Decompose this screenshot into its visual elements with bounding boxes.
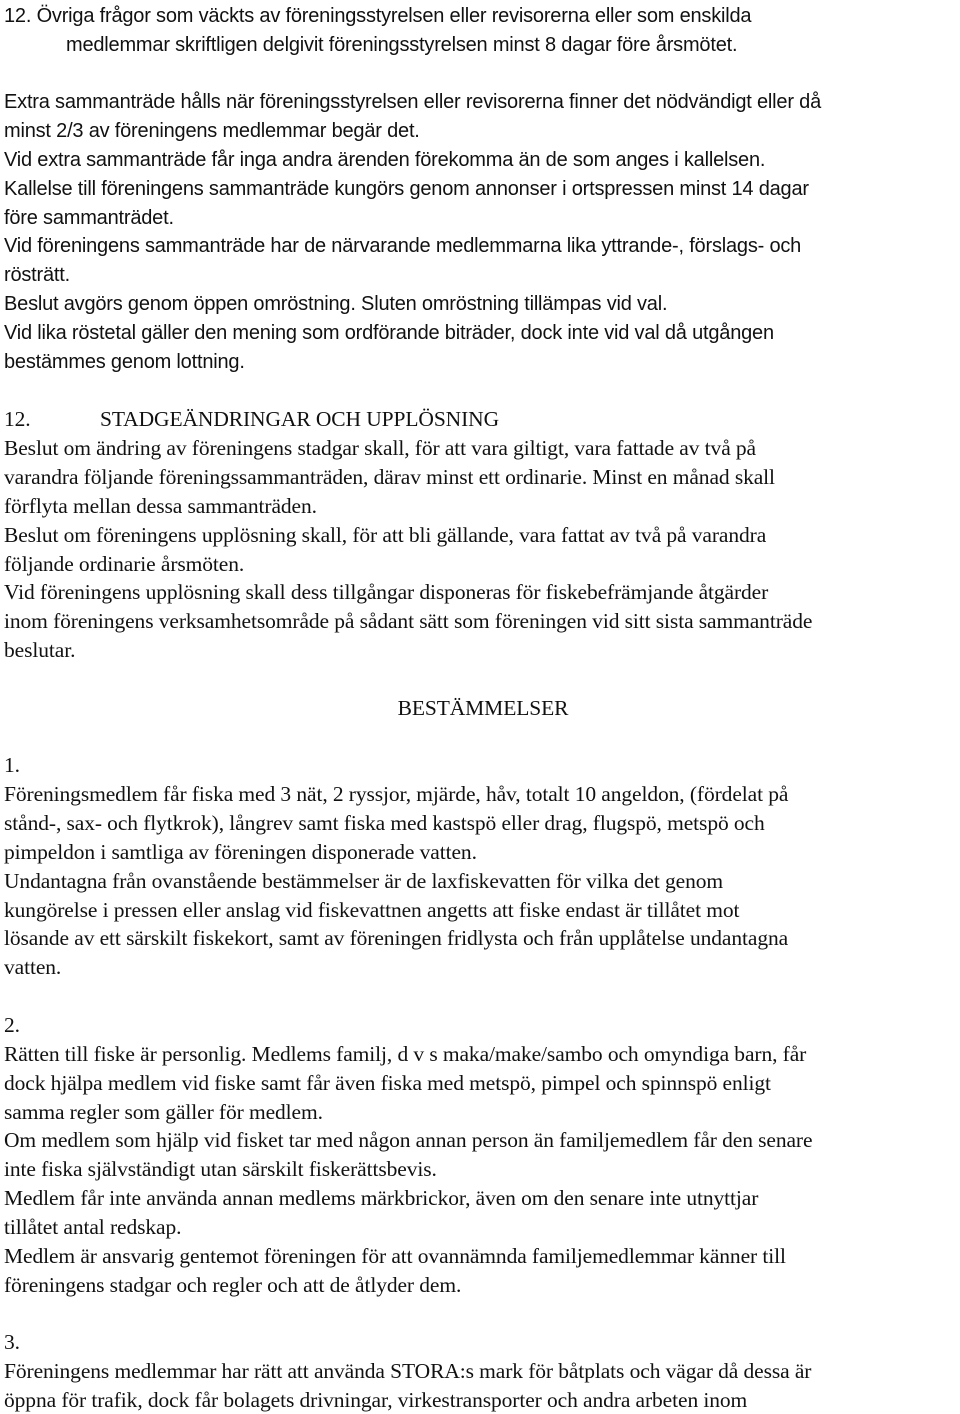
paragraph-line: stånd-, sax- och flytkrok), långrev samt fiska med kastspö eller drag, flugspö, metspö och	[4, 811, 765, 835]
section-number: 12.	[4, 407, 31, 431]
paragraph-line: kungörelse i pressen eller anslag vid fiskevattnen angetts att fiske endast är tillåtet mot	[4, 898, 740, 922]
paragraph-line: förflyta mellan dessa sammanträden.	[4, 494, 317, 518]
paragraph-line: Rätten till fiske är personlig. Medlems familj, d v s maka/make/sambo och omyndiga barn, får	[4, 1042, 807, 1066]
paragraph-line: tillåtet antal redskap.	[4, 1215, 182, 1239]
section-title: STADGEÄNDRINGAR OCH UPPLÖSNING	[100, 407, 500, 431]
paragraph-line: Föreningsmedlem får fiska med 3 nät, 2 ryssjor, mjärde, håv, totalt 10 angeldon, (fördelat på	[4, 782, 789, 806]
paragraph-line: Beslut om ändring av föreningens stadgar skall, för att vara giltigt, vara fattade av två på	[4, 436, 757, 460]
paragraph-line: lösande av ett särskilt fiskekort, samt av föreningen fridlysta och från upplåtelse undantagna	[4, 926, 789, 950]
paragraph-line: Vid lika röstetal gäller den mening som ordförande biträder, dock inte vid val då utgången	[4, 322, 774, 344]
paragraph-line: före sammanträdet.	[4, 207, 174, 229]
paragraph-line: Medlem får inte använda annan medlems märkbrickor, även om den senare inte utnyttjar	[4, 1186, 759, 1210]
paragraph-line: Vid föreningens upplösning skall dess tillgångar disponeras för fiskebefrämjande åtgärder	[4, 580, 769, 604]
paragraph-line: dock hjälpa medlem vid fiske samt får även fiska med metspö, pimpel och spinnspö enligt	[4, 1071, 771, 1095]
paragraph-line: varandra följande föreningssammanträden, därav minst ett ordinarie. Minst en månad skall	[4, 465, 775, 489]
paragraph-line: pimpeldon i samtliga av föreningen disponerade vatten.	[4, 840, 477, 864]
paragraph-line: följande ordinarie årsmöten.	[4, 552, 245, 576]
paragraph-line: Föreningens medlemmar har rätt att använda STORA:s mark för båtplats och vägar då dessa är	[4, 1359, 812, 1383]
list-number: 12.	[4, 5, 32, 27]
paragraph-line: rösträtt.	[4, 264, 70, 286]
paragraph-line: Medlem är ansvarig gentemot föreningen för att ovannämnda familjemedlemmar känner till	[4, 1244, 786, 1268]
paragraph-line: inom föreningens verksamhetsområde på sådant sätt som föreningen vid sitt sista sammanträde	[4, 609, 813, 633]
paragraph-line: inte fiska självständigt utan särskilt fiskerättsbevis.	[4, 1157, 437, 1181]
section-heading-12	[4, 405, 499, 434]
paragraph-line: vatten.	[4, 955, 62, 979]
section-number-2: 2.	[4, 1013, 20, 1037]
paragraph-line: öppna för trafik, dock får bolagets drivningar, virkestransporter och andra arbeten inom	[4, 1388, 748, 1412]
paragraph-line: minst 2/3 av föreningens medlemmar begär det.	[4, 120, 420, 142]
paragraph-line: Undantagna från ovanstående bestämmelser är de laxfiskevatten för vilka det genom	[4, 869, 724, 893]
list-item-12	[4, 2, 751, 31]
paragraph-line: samma regler som gäller för medlem.	[4, 1100, 323, 1124]
paragraph-line: bestämmes genom lottning.	[4, 351, 245, 373]
list-item-continuation: medlemmar skriftligen delgivit föreningsstyrelsen minst 8 dagar före årsmötet.	[66, 34, 738, 56]
list-text: Övriga frågor som väckts av föreningsstyrelsen eller revisorerna eller som enskilda	[36, 5, 752, 27]
paragraph-line: föreningens stadgar och regler och att de åtlyder dem.	[4, 1273, 462, 1297]
section-number-1: 1.	[4, 753, 20, 777]
paragraph-line: Vid föreningens sammanträde har de närvarande medlemmarna lika yttrande-, förslags- och	[4, 235, 802, 257]
paragraph-line: Vid extra sammanträde får inga andra ärenden förekomma än de som anges i kallelsen.	[4, 149, 766, 171]
paragraph-line: Beslut om föreningens upplösning skall, för att bli gällande, vara fattat av två på varandra	[4, 523, 767, 547]
section-number-3: 3.	[4, 1330, 20, 1354]
page-title: BESTÄMMELSER	[397, 696, 569, 720]
paragraph-line: Kallelse till föreningens sammanträde kungörs genom annonser i ortspressen minst 14 dagar	[4, 178, 809, 200]
paragraph-line: Beslut avgörs genom öppen omröstning. Sluten omröstning tillämpas vid val.	[4, 293, 668, 315]
paragraph-line: beslutar.	[4, 638, 76, 662]
paragraph-line: Om medlem som hjälp vid fisket tar med någon annan person än familjemedlem får den senare	[4, 1128, 813, 1152]
paragraph-line: Extra sammanträde hålls när föreningsstyrelsen eller revisorerna finner det nödvändigt eller då	[4, 91, 821, 113]
